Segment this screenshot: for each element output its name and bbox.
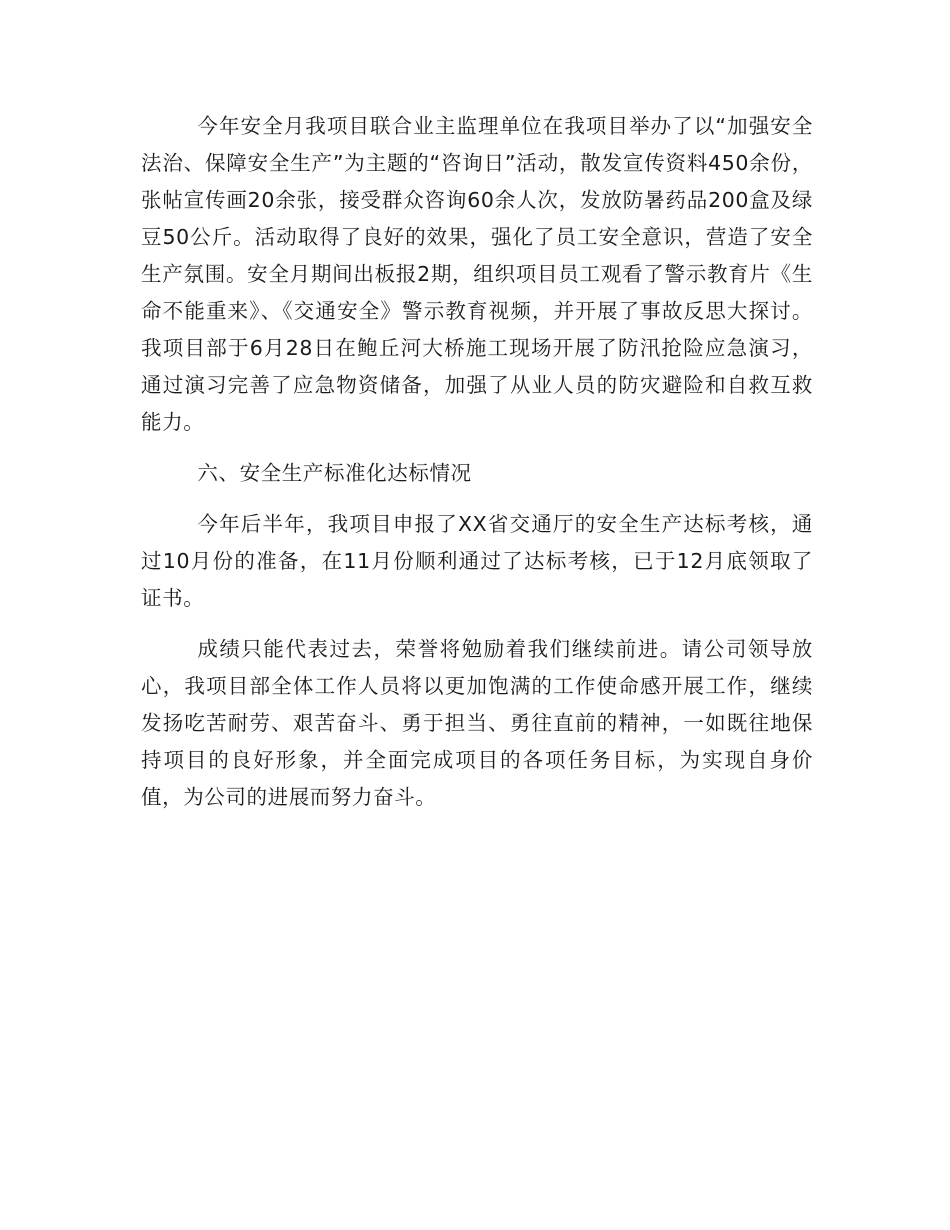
paragraph-standardization: 今年后半年，我项目申报了XX省交通厅的安全生产达标考核，通过10月份的准备，在11月份顺利通过了达标考核，已于12月底领取了证书。 <box>141 512 813 610</box>
paragraph-conclusion: 成绩只能代表过去，荣誉将勉励着我们继续前进。请公司领导放心，我项目部全体工作人员将以更加饱满的工作使命感开展工作，继续发扬吃苦耐劳、艰苦奋斗、勇于担当、勇往直前的精神，一如既往地保持项目的良好形象，并全面完成项目的各项任务目标，为实现自身价值，为公司的进展而努力奋斗。 <box>141 637 813 809</box>
paragraph-safety-month: 今年安全月我项目联合业主监理单位在我项目举办了以“加强安全法治、保障安全生产”为主题的“咨询日”活动，散发宣传资料450余份，张帖宣传画20余张，接受群众咨询60余人次，发放防暑药品200盒及绿豆50公斤。活动取得了良好的效果，强化了员工安全意识，营造了安全生产氛围。安全月期间出板报2期，组织项目员工观看了警示教育片《生命不能重来》、《交通安全》警示教育视频，并开展了事故反思大探讨。我项目部于6月28日在鲍丘河大桥施工现场开展了防汛抢险应急演习，通过演习完善了应急物资储备，加强了从业人员的防灾避险和自救互救能力。 <box>141 114 813 434</box>
document-body <box>141 108 813 816</box>
section-heading-standardization: 六、安全生产标准化达标情况 <box>197 461 472 485</box>
